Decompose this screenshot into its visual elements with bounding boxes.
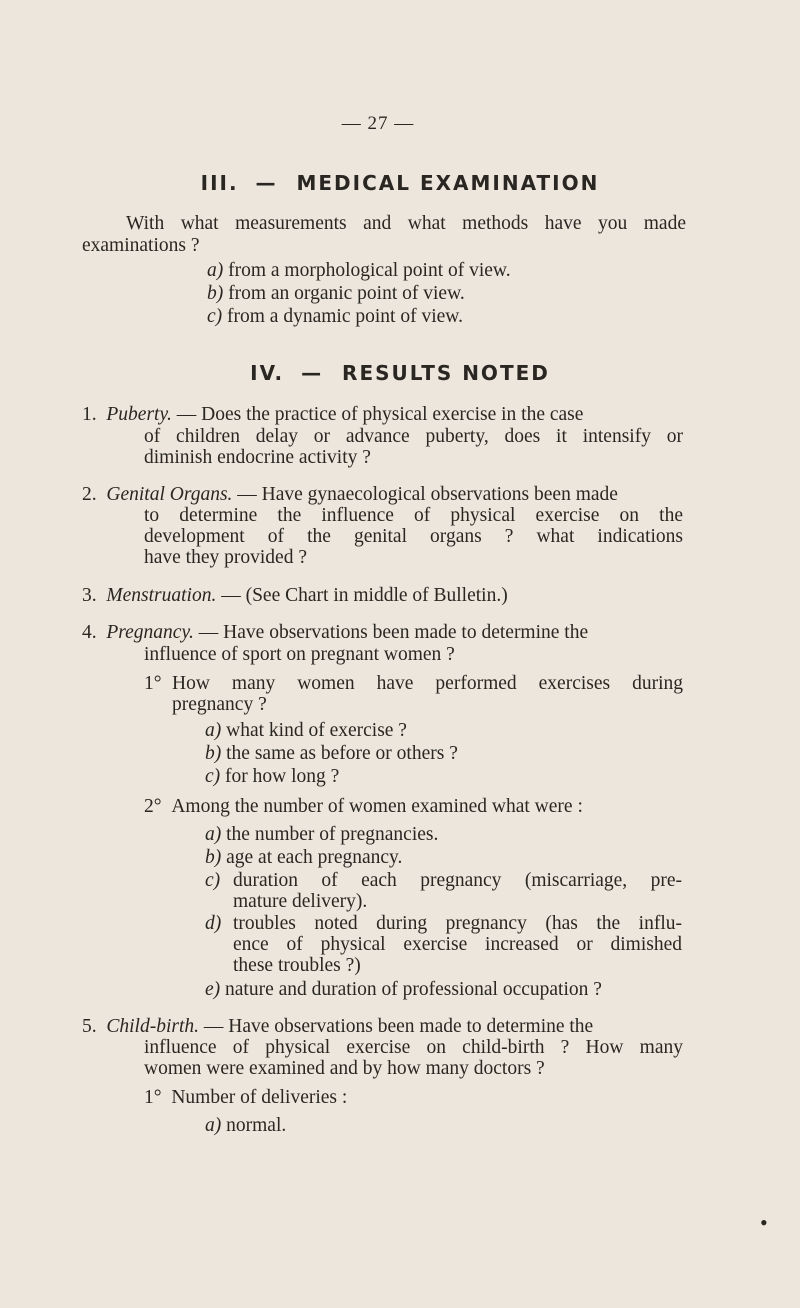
question-3-line-1: 3. Menstruation. — (See Chart in middle of Bulletin.) [82,585,508,606]
list-item: b) the same as before or others ? [205,743,458,764]
question-4-line-1: 4. Pregnancy. — Have observations been made to determine the [82,622,589,643]
question-5-line-3: women were examined and by how many doctors ? [144,1058,545,1079]
intro-line-1: With what measurements and what methods have you made [126,213,686,234]
section-title: MEDICAL EXAMINATION [296,171,600,195]
list-item-d-line-3: these troubles ?) [233,955,361,976]
list-item-letter: c) [205,870,221,891]
question-5-line-1: 5. Child-birth. — Have observations been made to determine the [82,1016,594,1037]
list-item: a) from a morphological point of view. [207,260,511,281]
list-item: b) from an organic point of view. [207,283,465,304]
paper-speck-mark: • [760,1210,768,1235]
question-4-sub-1-line-1: How many women have performed exercises during [172,673,683,694]
list-item: b) age at each pregnancy. [205,847,403,868]
list-item: a) what kind of exercise ? [205,720,407,741]
question-2-line-4: have they provided ? [144,547,307,568]
section-numeral: IV. [250,361,285,385]
list-item-d-line-2: ence of physical exercise increased or dimished [233,934,682,955]
question-4-line-2: influence of sport on pregnant women ? [144,644,455,665]
page-number: — 27 — [341,113,415,134]
question-2-line-3: development of the genital organs ? what indications [144,526,683,547]
question-1-line-3: diminish endocrine activity ? [144,447,371,468]
list-item-d-line-1: troubles noted during pregnancy (has the influ- [233,913,682,934]
question-5-sub-1: 1° Number of deliveries : [144,1087,348,1108]
list-item-c-line-1: duration of each pregnancy (miscarriage, pre- [233,870,682,891]
list-item: c) for how long ? [205,766,340,787]
list-item: a) normal. [205,1115,287,1136]
section-heading-medical-examination [0,171,800,195]
question-4-sub-2: 2° Among the number of women examined what were : [144,796,583,817]
heading-dash: — [255,171,278,195]
list-item: a) the number of pregnancies. [205,824,439,845]
question-4-sub-1-line-2: pregnancy ? [172,694,267,715]
intro-line-2: examinations ? [82,235,200,256]
question-2-line-1: 2. Genital Organs. — Have gynaecological observations been made [82,484,618,505]
question-2-line-2: to determine the influence of physical exercise on the [144,505,683,526]
section-title: RESULTS NOTED [342,361,550,385]
section-heading-results-noted [0,361,800,385]
list-item-c-line-2: mature delivery). [233,891,368,912]
question-4-sub-1: 1° [144,673,162,694]
section-numeral: III. [200,171,239,195]
question-1-line-1: 1. Puberty. — Does the practice of physical exercise in the case [82,404,584,425]
list-item-letter: d) [205,913,222,934]
heading-dash: — [301,361,324,385]
list-item: e) nature and duration of professional occupation ? [205,979,602,1000]
question-5-line-2: influence of physical exercise on child-birth ? How many [144,1037,683,1058]
list-item: c) from a dynamic point of view. [207,306,463,327]
question-1-line-2: of children delay or advance puberty, does it intensify or [144,426,683,447]
